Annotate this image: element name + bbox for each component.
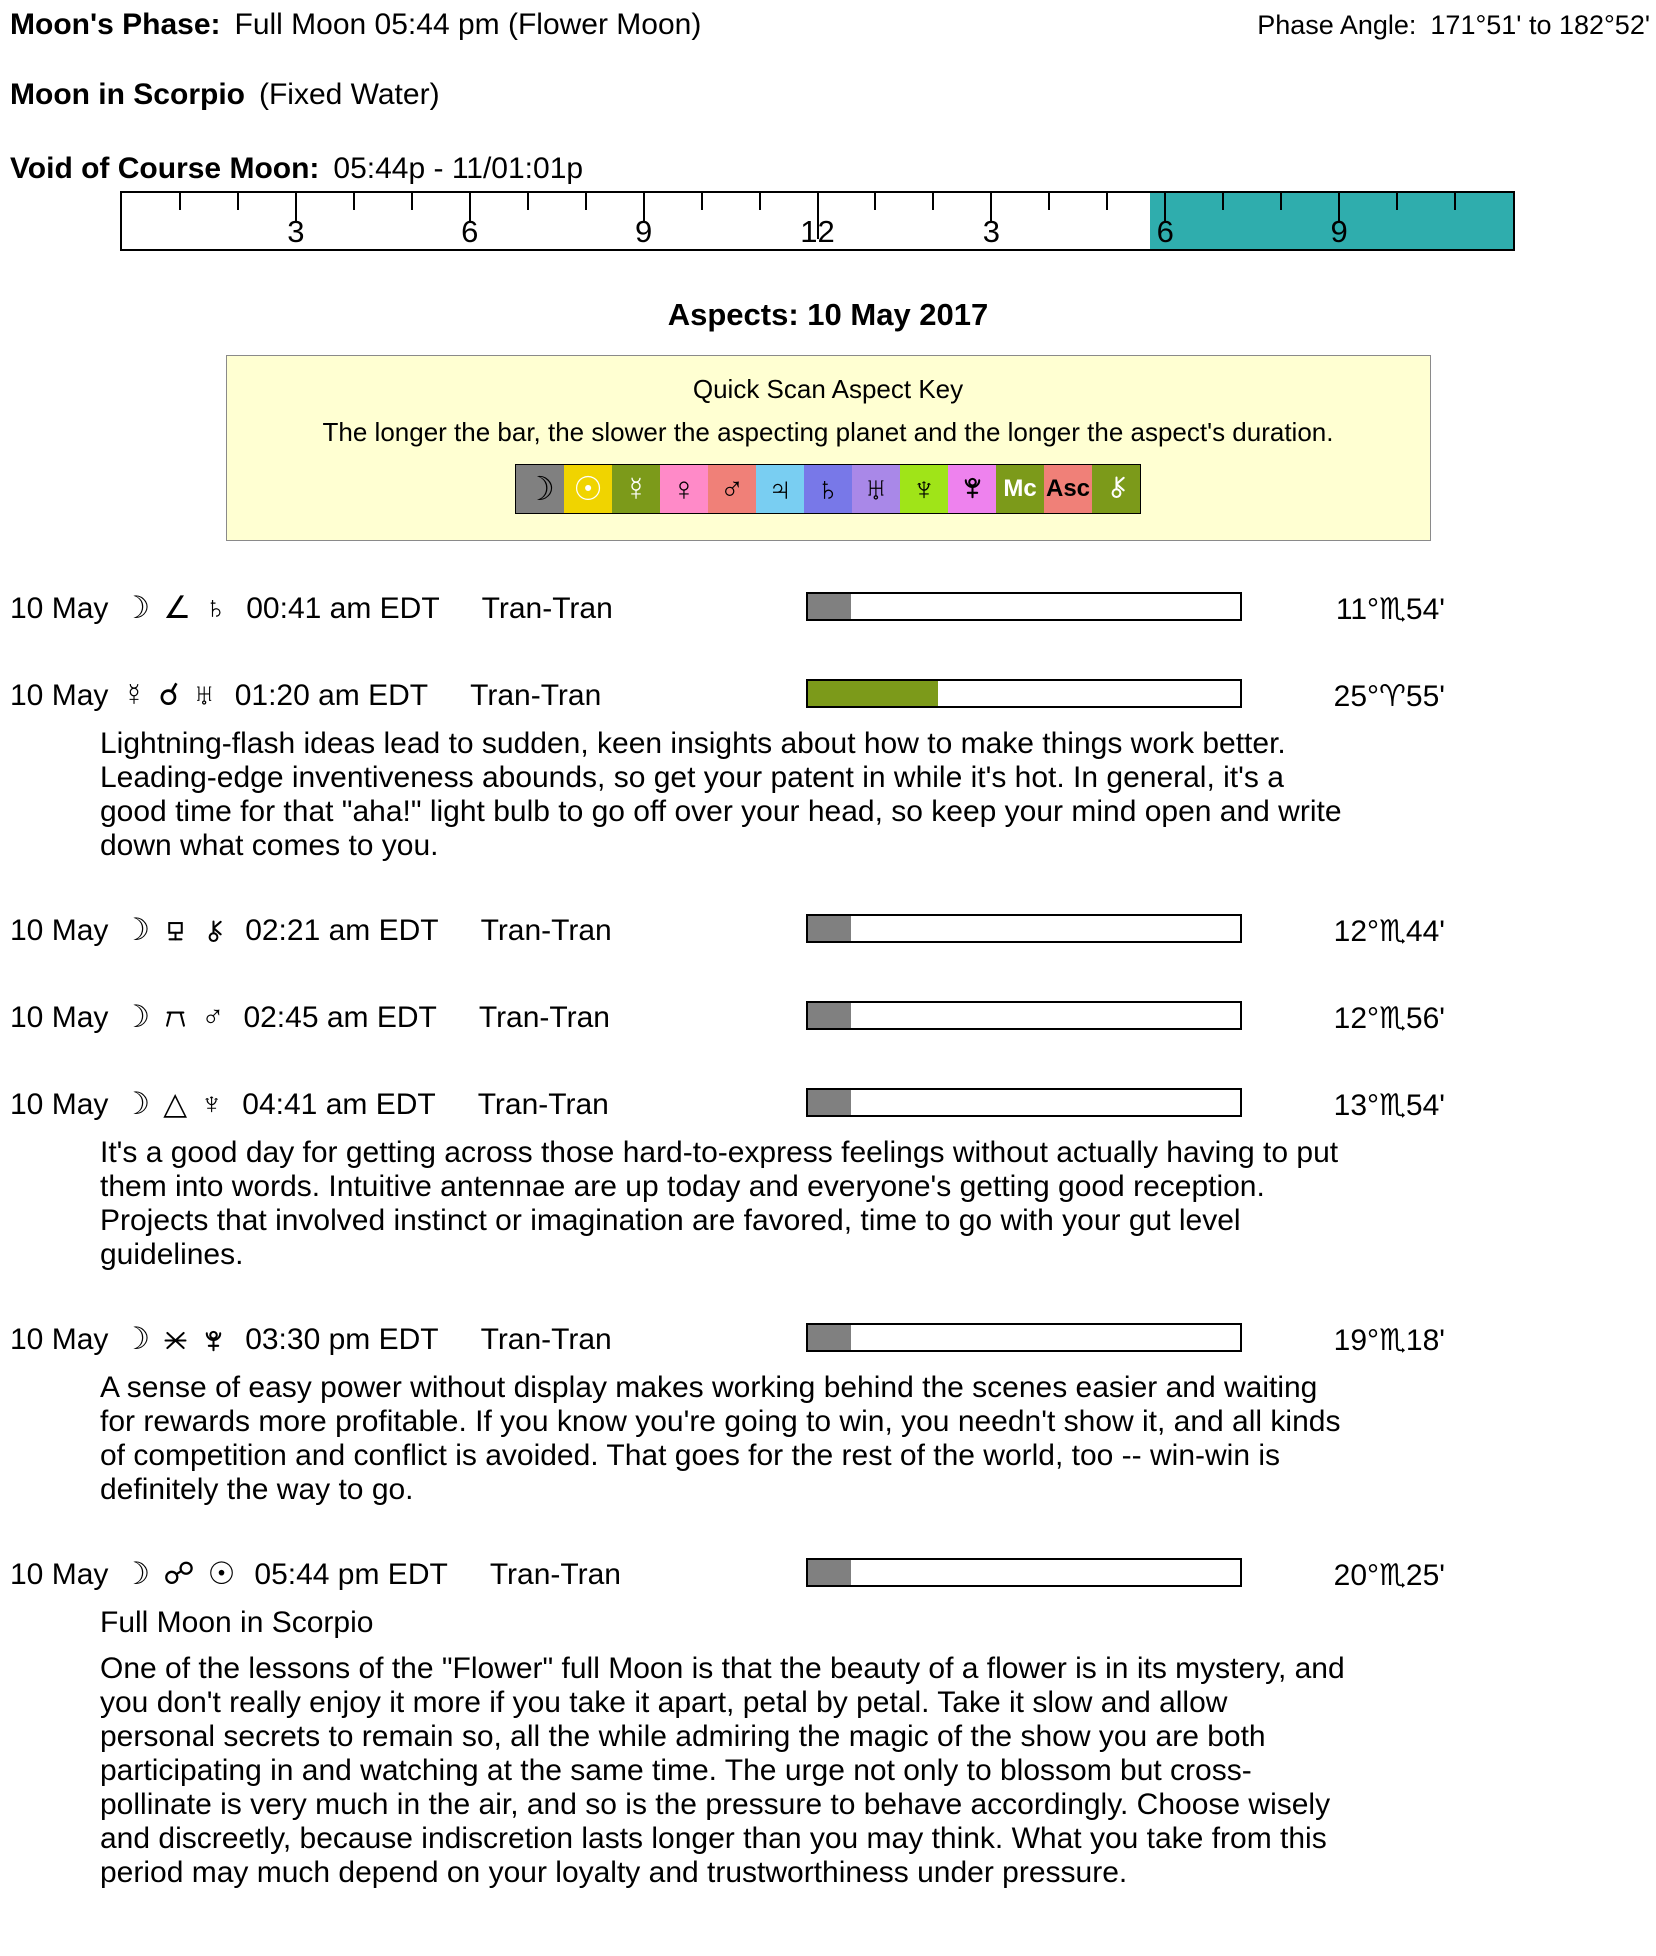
- aspect-degree: 19°♏18': [1333, 1324, 1445, 1357]
- sun-key-cell: [564, 465, 612, 513]
- sesquiquadrate-icon: [163, 912, 188, 947]
- aspect-time: 02:21 am EDT: [245, 914, 439, 947]
- aspect-date: 10 May: [10, 1001, 109, 1034]
- saturn-key-cell: [804, 465, 852, 513]
- mars-icon: ♂: [719, 470, 745, 507]
- aspect-description: One of the lessons of the "Flower" full Moon is that the beauty of a flower is in its mystery, and you don't really enjoy it more if you take it apart, petal by petal. Take it slow and allow personal secrets to remain so, all the while admiring the magic of the show you are both participating in and watching at the same time. The urge not only to blossom but cross-pollinate is very much in the air, and so is the pressure to behave accordingly. Choose wisely and discreetly, because indiscretion lasts longer than you may think. What you take from this period may much depend on your loyalty and trustworthiness under pressure.: [100, 1652, 1345, 1889]
- mercury-icon: ☿: [623, 470, 649, 507]
- conjunction-icon: ☌: [158, 677, 180, 712]
- duration-bar-fill: [808, 1090, 851, 1115]
- hour-tick: [1106, 193, 1108, 210]
- jupiter-icon: ♃: [767, 470, 793, 507]
- voc-line: [10, 152, 1656, 186]
- voc-ruler: [120, 191, 1515, 251]
- quincunx-icon: [163, 999, 188, 1034]
- hour-tick: [1222, 193, 1224, 210]
- venus-icon: ♀: [671, 470, 697, 507]
- hour-label: 3: [982, 214, 1000, 249]
- aspect-key-subtitle: The longer the bar, the slower the aspecting planet and the longer the aspect's duration.: [322, 417, 1334, 447]
- hour-tick: [585, 193, 587, 210]
- duration-bar-fill: [808, 916, 851, 941]
- hour-label: 12: [800, 214, 835, 249]
- aspect-row: [0, 1321, 1656, 1359]
- asc-label: Asc: [1045, 475, 1091, 502]
- hour-tick: [701, 193, 703, 210]
- hour-label: 6: [1156, 214, 1174, 249]
- uranus-icon: ♅: [192, 677, 216, 712]
- aspect-row: [0, 1556, 1656, 1594]
- hour-tick: [1396, 193, 1398, 210]
- aspect-time: 00:41 am EDT: [246, 592, 440, 625]
- chiron-icon: [201, 912, 226, 947]
- moon-key-cell: [516, 465, 564, 513]
- phase-angle-label: Phase Angle:: [1257, 10, 1417, 40]
- mc-key-cell: [996, 465, 1044, 513]
- moon-icon: ☽: [122, 912, 151, 947]
- duration-bar: [806, 1558, 1242, 1587]
- asc-key-cell: [1044, 465, 1092, 513]
- hour-tick: [759, 193, 761, 210]
- pluto-icon: [201, 1321, 226, 1356]
- aspect-description: A sense of easy power without display makes working behind the scenes easier and waiting for rewards more profitable. If you know you're going to win, you needn't show it, and all kinds of competition and conflict is avoided. That goes for the rest of the world, too -- win-win is definitely the way to go.: [100, 1371, 1341, 1506]
- aspect-type: Tran-Tran: [470, 679, 602, 712]
- hour-tick: [1454, 193, 1456, 210]
- moons-phase-line: [10, 8, 701, 42]
- aspect-date: 10 May: [10, 592, 109, 625]
- hour-tick: [179, 193, 181, 210]
- trine-icon: △: [163, 1086, 188, 1121]
- phase-angle-value: 171°51' to 182°52': [1430, 10, 1650, 40]
- duration-bar-fill: [808, 681, 938, 706]
- duration-bar-fill: [808, 1003, 851, 1028]
- aspect-key-panel: [226, 355, 1431, 541]
- opposition-icon: ☍: [163, 1556, 195, 1591]
- sextile-icon: [163, 1321, 188, 1356]
- chiron-key-cell: [1092, 465, 1140, 513]
- aspect-degree: 12°♏44': [1333, 915, 1445, 948]
- aspect-time: 02:45 am EDT: [243, 1001, 437, 1034]
- aspect-key-title: Quick Scan Aspect Key: [692, 374, 964, 404]
- voc-label: Void of Course Moon:: [10, 152, 320, 185]
- aspect-type: Tran-Tran: [480, 914, 612, 947]
- hour-label: 9: [1330, 214, 1348, 249]
- moon-icon: ☽: [122, 1321, 151, 1356]
- aspect-row: [0, 590, 1656, 628]
- moon-sign-line: [10, 78, 1656, 112]
- aspect-date: 10 May: [10, 1088, 109, 1121]
- sun-icon: ☉: [207, 1556, 236, 1591]
- saturn-icon: ♄: [815, 470, 841, 507]
- aspect-time: 03:30 pm EDT: [245, 1323, 439, 1356]
- duration-bar: [806, 1323, 1242, 1352]
- phase-angle-line: [1257, 8, 1650, 41]
- aspect-subheading: Full Moon in Scorpio: [100, 1606, 374, 1639]
- hour-tick: [932, 193, 934, 210]
- hour-tick: [1280, 193, 1282, 210]
- mars-icon: ♂: [201, 999, 225, 1034]
- mars-key-cell: [708, 465, 756, 513]
- pluto-key-cell: [948, 465, 996, 513]
- venus-key-cell: [660, 465, 708, 513]
- aspect-time: 01:20 am EDT: [234, 679, 429, 712]
- duration-bar-fill: [808, 1560, 851, 1585]
- aspect-date: 10 May: [10, 679, 109, 712]
- aspect-type: Tran-Tran: [477, 1088, 609, 1121]
- aspect-type: Tran-Tran: [489, 1558, 621, 1591]
- aspect-degree: 20°♏25': [1333, 1559, 1445, 1592]
- hour-label: 9: [635, 214, 653, 249]
- aspect-row: [0, 1086, 1656, 1124]
- aspect-time: 04:41 am EDT: [242, 1088, 436, 1121]
- neptune-icon: ♆: [200, 1086, 224, 1121]
- hour-label: 6: [461, 214, 479, 249]
- uranus-key-cell: [852, 465, 900, 513]
- aspect-row: [0, 999, 1656, 1037]
- aspect-type: Tran-Tran: [481, 592, 613, 625]
- uranus-icon: ♅: [863, 470, 889, 507]
- aspect-degree: 13°♏54': [1333, 1089, 1445, 1122]
- voc-value: 05:44p - 11/01:01p: [333, 152, 584, 185]
- moon-icon: ☽: [122, 590, 151, 625]
- aspect-type: Tran-Tran: [480, 1323, 612, 1356]
- duration-bar: [806, 914, 1242, 943]
- mercury-icon: ☿: [122, 677, 146, 712]
- aspects-title: Aspects: 10 May 2017: [667, 297, 989, 332]
- duration-bar: [806, 1001, 1242, 1030]
- duration-bar: [806, 592, 1242, 621]
- sun-icon: ☉: [573, 470, 603, 507]
- hour-tick: [874, 193, 876, 210]
- aspect-degree: 25°♈55': [1333, 680, 1445, 713]
- moons-phase-label: Moon's Phase:: [10, 8, 221, 41]
- aspect-date: 10 May: [10, 1323, 109, 1356]
- aspect-description: Lightning-flash ideas lead to sudden, keen insights about how to make things work better. Leading-edge inventiveness abounds, so get your patent in while it's hot. In general, it's a good time for that "aha!" light bulb to go off over your head, so keep your mind open and write down what comes to you.: [100, 727, 1342, 862]
- aspect-row: [0, 677, 1656, 715]
- duration-bar: [806, 1088, 1242, 1117]
- duration-bar-fill: [808, 1325, 851, 1350]
- neptune-icon: ♆: [911, 470, 937, 507]
- moon-icon: ☽: [122, 1086, 151, 1121]
- aspect-description: It's a good day for getting across those hard-to-express feelings without actually having to put them into words. Intuitive antennae are up today and everyone's getting good reception. Projects that involved instinct or imagination are favored, time to go with your gut level guidelines.: [100, 1136, 1339, 1271]
- aspect-date: 10 May: [10, 914, 109, 947]
- aspect-key-icons: [515, 464, 1141, 514]
- duration-bar-fill: [808, 594, 851, 619]
- moons-phase-value: Full Moon 05:44 pm (Flower Moon): [234, 8, 702, 41]
- aspect-degree: 11°♏54': [1335, 593, 1445, 626]
- aspect-row: [0, 912, 1656, 950]
- hour-tick: [353, 193, 355, 210]
- pluto-icon: [960, 465, 985, 513]
- header-row: [0, 0, 1656, 42]
- chiron-icon: [1104, 465, 1129, 513]
- duration-bar: [806, 679, 1242, 708]
- moon-sign-value: (Fixed Water): [258, 78, 440, 111]
- mercury-key-cell: [612, 465, 660, 513]
- neptune-key-cell: [900, 465, 948, 513]
- moon-icon: ☽: [122, 999, 151, 1034]
- hour-tick: [237, 193, 239, 210]
- moon-icon: ☽: [122, 1556, 151, 1591]
- hour-tick: [411, 193, 413, 210]
- hour-tick: [527, 193, 529, 210]
- aspect-degree: 12°♏56': [1333, 1002, 1445, 1035]
- aspect-type: Tran-Tran: [478, 1001, 610, 1034]
- moon-sign-label: Moon in Scorpio: [10, 78, 245, 111]
- semisquare-icon: ∠: [163, 590, 191, 625]
- aspect-date: 10 May: [10, 1558, 109, 1591]
- aspect-time: 05:44 pm EDT: [254, 1558, 448, 1591]
- hour-tick: [1048, 193, 1050, 210]
- hour-label: 3: [287, 214, 305, 249]
- aspect-rows: [0, 590, 1656, 1890]
- moon-icon: ☽: [525, 470, 555, 507]
- jupiter-key-cell: [756, 465, 804, 513]
- saturn-icon: ♄: [203, 590, 228, 625]
- mc-label: Mc: [1003, 475, 1037, 502]
